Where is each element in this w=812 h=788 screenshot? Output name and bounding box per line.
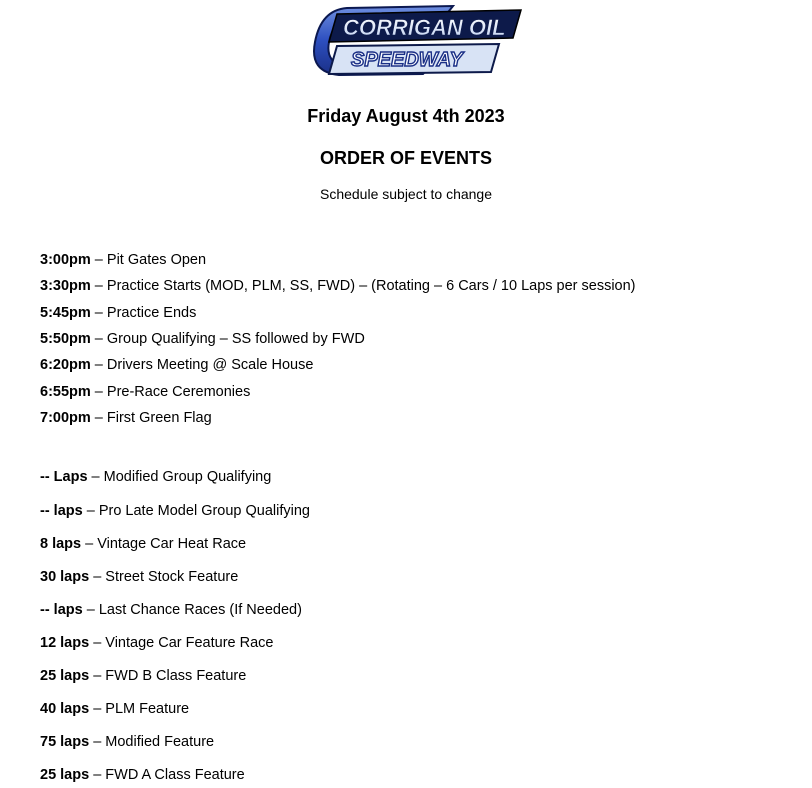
schedule-time: 6:20pm [40, 357, 91, 373]
race-row [40, 502, 310, 520]
schedule-row [40, 409, 212, 427]
race-row [40, 468, 271, 486]
schedule-time: 7:00pm [40, 410, 91, 426]
schedule-row [40, 383, 250, 401]
schedule-desc: – Practice Ends [90, 305, 197, 321]
race-row [40, 766, 245, 784]
race-row [40, 634, 273, 652]
race-row [40, 568, 238, 586]
race-laps: -- laps [40, 602, 83, 618]
schedule-desc: – Pit Gates Open [90, 252, 207, 268]
schedule-time: 3:00pm [40, 252, 91, 268]
race-laps: 40 laps [40, 701, 90, 717]
speedway-logo [303, 2, 525, 78]
schedule-desc: – Drivers Meeting @ Scale House [90, 357, 314, 373]
schedule-row [40, 330, 365, 348]
race-row [40, 667, 246, 685]
race-laps: 25 laps [40, 767, 90, 783]
schedule-desc: – Group Qualifying – SS followed by FWD [90, 331, 365, 347]
race-laps: 30 laps [40, 569, 90, 585]
race-laps: -- Laps [40, 469, 88, 485]
schedule-row [40, 304, 196, 322]
schedule-desc: – Practice Starts (MOD, PLM, SS, FWD) – (Rotating – 6 Cars / 10 Laps per session) [90, 278, 636, 294]
race-laps: 12 laps [40, 635, 90, 651]
race-row [40, 733, 214, 751]
race-desc: – FWD B Class Feature [89, 668, 247, 684]
race-desc: – Vintage Car Heat Race [81, 536, 247, 552]
race-desc: – Street Stock Feature [89, 569, 239, 585]
schedule-time: 3:30pm [40, 278, 91, 294]
race-laps: 8 laps [40, 536, 82, 552]
schedule-time: 5:50pm [40, 331, 91, 347]
race-desc: – Pro Late Model Group Qualifying [82, 503, 310, 519]
race-laps: -- laps [40, 503, 83, 519]
race-desc: – Modified Group Qualifying [87, 469, 272, 485]
schedule-time: 5:45pm [40, 305, 91, 321]
race-desc: – PLM Feature [89, 701, 190, 717]
page-title: ORDER OF EVENTS [319, 148, 493, 168]
schedule-row [40, 356, 313, 374]
race-row [40, 535, 246, 553]
schedule-desc: – First Green Flag [90, 410, 212, 426]
race-desc: – Last Chance Races (If Needed) [82, 602, 302, 618]
race-row [40, 700, 189, 718]
logo-line2: SPEEDWAY [351, 49, 463, 71]
race-desc: – Vintage Car Feature Race [89, 635, 274, 651]
logo-line1: CORRIGAN OIL [343, 15, 506, 40]
race-laps: 75 laps [40, 734, 90, 750]
race-desc: – Modified Feature [89, 734, 215, 750]
schedule-row [40, 251, 206, 269]
race-desc: – FWD A Class Feature [89, 767, 245, 783]
race-row [40, 601, 302, 619]
race-laps: 25 laps [40, 668, 90, 684]
schedule-row [40, 277, 636, 295]
schedule-desc: – Pre-Race Ceremonies [90, 384, 251, 400]
schedule-time: 6:55pm [40, 384, 91, 400]
schedule-note: Schedule subject to change [319, 186, 492, 202]
date-heading: Friday August 4th 2023 [307, 106, 505, 126]
